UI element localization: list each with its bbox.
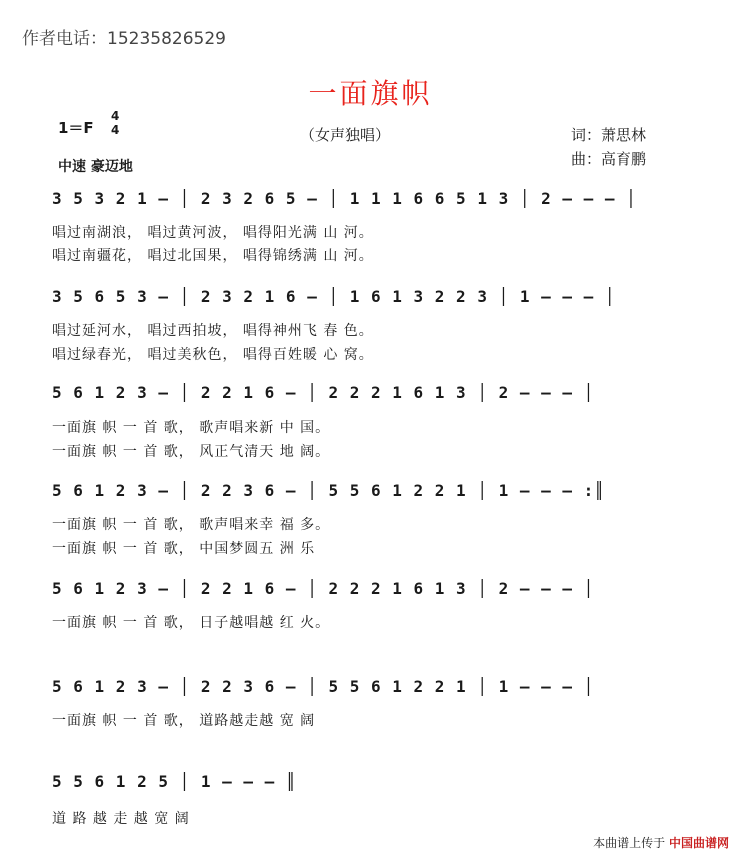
lyric-line: 一面旗 帜 一 首 歌， 道路越走越 宽 阔 [52, 713, 316, 729]
lyric-line: 一面旗 帜 一 首 歌， 日子越唱越 红 火。 [52, 615, 331, 631]
author-contact: 作者电话：15235826529 [22, 29, 226, 49]
composer: 曲：高育鹏 [571, 150, 647, 168]
lyric-line: 一面旗 帜 一 首 歌， 风正气清天 地 阔。 [52, 444, 331, 460]
lyric-line: 道 路 越 走 越 宽 阔 [52, 811, 190, 827]
lyric-line: 唱过绿春光， 唱过美秋色， 唱得百姓暖 心 窝。 [52, 347, 374, 363]
voice-type: （女声独唱） [300, 126, 391, 144]
upload-credit-text: 本曲谱上传于 [593, 836, 666, 850]
notation-line: 3 5 6 5 3 – │ 2 3 2 1 6 – │ 1 6 1 3 2 2 3 │ 1 – – – │ [52, 287, 616, 306]
lyricist: 词：萧思林 [571, 126, 647, 144]
key-signature: 1＝F [58, 119, 94, 137]
lyric-line: 一面旗 帜 一 首 歌， 歌声唱来幸 福 多。 [52, 517, 331, 533]
lyric-line: 唱过南疆花， 唱过北国果， 唱得锦绣满 山 河。 [52, 248, 374, 264]
notation-line: 5 6 1 2 3 – │ 2 2 1 6 – │ 2 2 2 1 6 1 3 │ 2 – – – │ [52, 579, 595, 598]
lyric-line: 一面旗 帜 一 首 歌， 歌声唱来新 中 国。 [52, 420, 331, 436]
notation-line: 5 6 1 2 3 – │ 2 2 1 6 – │ 2 2 2 1 6 1 3 │ 2 – – – │ [52, 383, 595, 402]
meter-bottom: 4 [111, 123, 120, 137]
notation-line: 5 6 1 2 3 – │ 2 2 3 6 – │ 5 5 6 1 2 2 1 │ 1 – – – │ [52, 677, 595, 696]
meter-top: 4 [111, 109, 120, 123]
notation-line: 5 6 1 2 3 – │ 2 2 3 6 – │ 5 5 6 1 2 2 1 │ 1 – – – :║ [52, 481, 605, 500]
tempo-marking: 中速 豪迈地 [58, 159, 133, 175]
upload-credit [593, 834, 729, 851]
song-title: 一面旗帜 [308, 77, 433, 110]
site-logo[interactable]: 中国曲谱网 [668, 836, 729, 850]
notation-line: 3 5 3 2 1 – │ 2 3 2 6 5 – │ 1 1 1 6 6 5 1 3 │ 2 – – – │ [52, 189, 637, 208]
lyric-line: 唱过延河水， 唱过西拍坡， 唱得神州飞 春 色。 [52, 323, 374, 339]
time-signature [111, 109, 119, 137]
lyric-line: 唱过南湖浪， 唱过黄河波， 唱得阳光满 山 河。 [52, 225, 374, 241]
lyric-line: 一面旗 帜 一 首 歌， 中国梦圆五 洲 乐 [52, 541, 316, 557]
notation-line: 5 5 6 1 2 5 │ 1 – – – ║ [52, 772, 297, 791]
